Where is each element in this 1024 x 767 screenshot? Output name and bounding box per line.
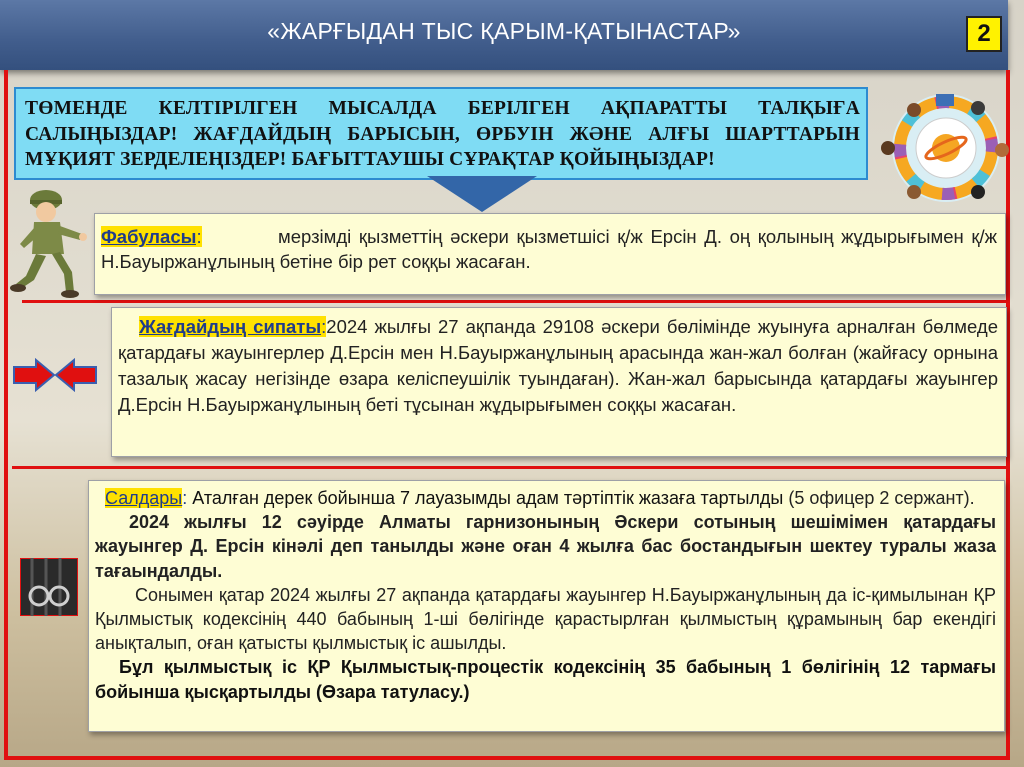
consequences-p3: Сонымен қатар 2024 жылғы 27 ақпанда қатардағы жауынгер Н.Бауыржанұлының да іс-қимылынан ҚР Қылмыстық кодексінің 440 бабының 1-ші бөлігінде қарастырлған қылмыстың құрамының бар екендігі анықталып, оған қатысты қылмыстық іс ашылды. [95,584,996,654]
consequences-label: Салдары [105,488,183,508]
handcuffs-icon [20,558,78,616]
bottom-red-border [4,756,1010,760]
conflict-arrows-icon [12,358,98,392]
situation-label: Жағдайдың сипаты [139,316,322,337]
instruction-box: ТӨМЕНДЕ КЕЛТІРІЛГЕН МЫСАЛДА БЕРІЛГЕН АҚПАРАТТЫ ТАЛҚЫҒА САЛЫҢЫЗДАР! ЖАҒДАЙДЫҢ БАРЫСЫН, ӨРБУІН ЖӘНЕ АЛҒЫ ШАРТТАРЫН МҰҚИЯТ ЗЕРДЕЛЕҢІЗДЕР! БАҒЫТТАУШЫ СҰРАҚТАР ҚОЙЫҢЫЗДАР! [14,87,868,180]
consequences-p1-main: Аталған дерек бойынша 7 лауазымды адам тәртіптік жазаға тартылды [192,488,784,508]
round-table-meeting-icon [874,88,1014,208]
consequences-p1-tail: (5 офицер 2 сержант). [788,488,975,508]
situation-box [111,307,1007,457]
situation-colon: : [321,316,327,337]
running-soldier-icon [8,188,94,298]
left-red-border [4,70,8,760]
down-arrow-icon [427,176,537,212]
fabula-text: мерзімді қызметтің әскери қызметшісі қ/ж Ерсін Д. оң қолының жұдырығымен қ/ж Н.Бауыржанұлының бетіне бір рет соққы жасаған. [101,226,997,272]
fabula-colon: : [196,226,202,247]
consequences-colon: : [182,488,188,508]
consequences-box [88,480,1005,732]
section-divider-2 [12,466,1010,469]
fabula-box [94,213,1006,295]
slide-title: «ЖАРҒЫДАН ТЫС ҚАРЫМ-ҚАТЫНАСТАР» [267,18,741,44]
situation-text: 2024 жылғы 27 ақпанда 29108 әскери бөлімінде жуынуға арналған бөлмеде қатардағы жауынгерлер Д.Ерсін мен Н.Бауыржанұлының арасында жан-жал болған (жайғасу орнына тазалық жасау негізінде өзара келіспеушілік туындаған). Жан-жал барысында қатардағы жауынгер Д.Ерсін Н.Бауыржанұлының беті тұсынан жұдырығымен соққы жасаған. [118,316,998,415]
consequences-p4: Бұл қылмыстық іс ҚР Қылмыстық-процестік кодексінің 35 бабының 1 бөлігінің 12 тармағы бойынша қысқартылды (Өзара татуласу.) [95,657,996,702]
page-number-badge: 2 [966,16,1002,52]
consequences-p1 [95,486,996,510]
consequences-p2: 2024 жылғы 12 сәуірде Алматы гарнизонының Әскери сотының шешімімен қатардағы жауынгер Д. Ерсін кінәлі деп танылды және оған 4 жылға бас бостандығын шектеу туралы жаза тағаындалды. [95,512,996,581]
section-divider-1 [22,300,1010,303]
header-bar [0,0,1008,70]
fabula-label: Фабуласы [101,226,197,247]
